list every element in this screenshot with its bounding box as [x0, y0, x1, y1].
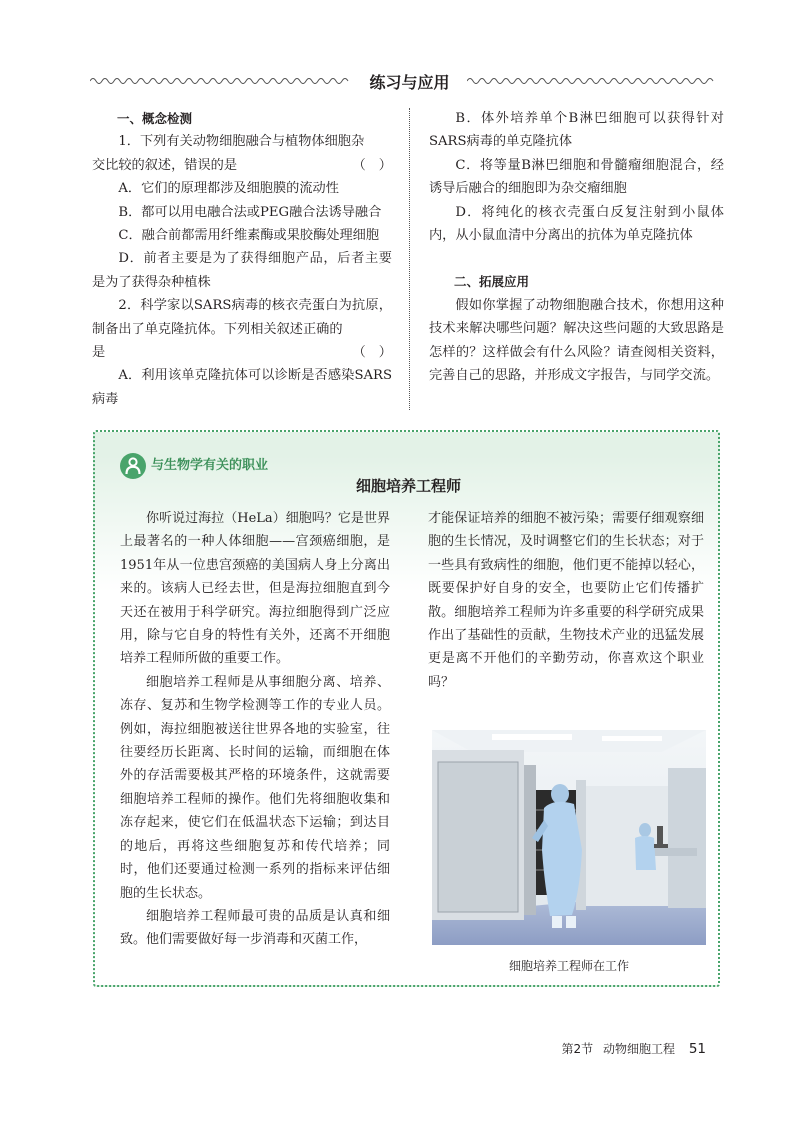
page-footer — [562, 1040, 707, 1057]
extension-text: 假如你掌握了动物细胞融合技术，你想用这种技术来解决哪些问题？解决这些问题的大致思路是怎样的？这样做会有什么风险？请查阅相关资料，完善自己的思路，并形成文字报告，与同学交流。 — [429, 297, 724, 384]
spacer — [429, 247, 724, 270]
footer-section: 第2节 — [561, 1042, 594, 1056]
career-paragraph-2: 细胞培养工程师是从事细胞分离、培养、冻存、复苏和生物学检测等工作的专业人员。例如，海拉细胞被送往世界各地的实验室，往往要经历长距离、长时间的运输，而细胞在体外的存活需要极其严格的环境条件，这就需要细胞培养工程师的操作。他们先将细胞收集和冻存起来，使它们在低温状态下运输；到达目的地后，再将这些细胞复苏和传代培养；同时，他们还要通过检测一系列的指标来评估细胞的生长状态。 — [120, 674, 390, 901]
question-1-line-1: 1．下列有关动物细胞融合与植物体细胞杂 — [118, 134, 365, 150]
lab-photo — [432, 730, 706, 945]
section-title: 练习与应用 — [369, 73, 450, 92]
question-1-option-a: A．它们的原理都涉及细胞膜的流动性 — [118, 181, 339, 197]
footer-chapter: 动物细胞工程 — [602, 1042, 675, 1056]
column-divider — [409, 108, 410, 410]
career-paragraph-1: 你听说过海拉（HeLa）细胞吗？它是世界上最著名的一种人体细胞——宫颈癌细胞，是1951年从一位患宫颈癌的美国病人身上分离出来的。该病人已经去世，但是海拉细胞直到今天还在被用于科学研究。海拉细胞得到广泛应用，除与它自身的特性有关外，还离不开细胞培养工程师所做的重要工作。 — [120, 511, 390, 667]
question-2-answer-bracket: （ ） — [352, 345, 392, 361]
question-2-stem-end: 是 — [92, 345, 106, 361]
question-2-option-c: C．将等量B淋巴细胞和骨髓瘤细胞混合，经诱导后融合的细胞即为杂交瘤细胞 — [429, 157, 724, 197]
wavy-rule-left — [90, 75, 352, 87]
question-1-option-b: B．都可以用电融合法或PEG融合法诱导融合 — [118, 204, 382, 220]
question-2-stem-line — [92, 341, 392, 364]
career-paragraph-3-continued: 才能保证培养的细胞不被污染；需要仔细观察细胞的生长情况，及时调整它们的生长状态；对于一些具有致病性的细胞，他们更不能掉以轻心，既要保护好自身的安全，也要防止它们传播扩散。细胞培养工程师为许多重要的科学研究成果作出了基础性的贡献，生物技术产业的迅猛发展更是离不开他们的辛勤劳动，你喜欢这个职业吗？ — [428, 511, 704, 690]
career-text-left — [120, 507, 390, 952]
question-1-line-2 — [92, 154, 392, 177]
exercise-column-right — [429, 107, 724, 387]
career-label: 与生物学有关的职业 — [151, 458, 269, 473]
section-header — [90, 70, 720, 96]
question-1-option-c: C．融合前都需用纤维素酶或果胶酶处理细胞 — [118, 228, 380, 244]
question-2-option-a: A．利用该单克隆抗体可以诊断是否感染SARS病毒 — [92, 368, 392, 407]
photo-caption: 细胞培养工程师在工作 — [508, 959, 629, 973]
concept-heading: 一、概念检测 — [117, 111, 193, 126]
extension-heading: 二、拓展应用 — [454, 274, 530, 290]
question-1-stem-end: 交比较的叙述，错误的是 — [92, 157, 238, 173]
exercise-column-left — [92, 107, 392, 411]
question-1-option-d: D．前者主要是为了获得细胞产品，后者主要是为了获得杂种植株 — [92, 251, 392, 290]
question-2-stem: 2．科学家以SARS病毒的核衣壳蛋白为抗原，制备出了单克隆抗体。下列相关叙述正确的 — [92, 298, 392, 337]
wavy-rule-right — [467, 75, 720, 87]
career-title: 细胞培养工程师 — [355, 477, 461, 495]
career-box — [93, 430, 720, 987]
question-2-option-d: D．将纯化的核衣壳蛋白反复注射到小鼠体内，从小鼠血清中分离出的抗体为单克隆抗体 — [429, 204, 724, 244]
career-paragraph-3: 细胞培养工程师最可贵的品质是认真和细致。他们需要做好每一步消毒和灭菌工作， — [120, 908, 390, 948]
question-2-option-b: B．体外培养单个B淋巴细胞可以获得针对SARS病毒的单克隆抗体 — [429, 111, 724, 150]
career-text-right — [428, 507, 704, 694]
question-1-answer-bracket: （ ） — [352, 157, 392, 173]
page-number: 51 — [688, 1041, 706, 1057]
